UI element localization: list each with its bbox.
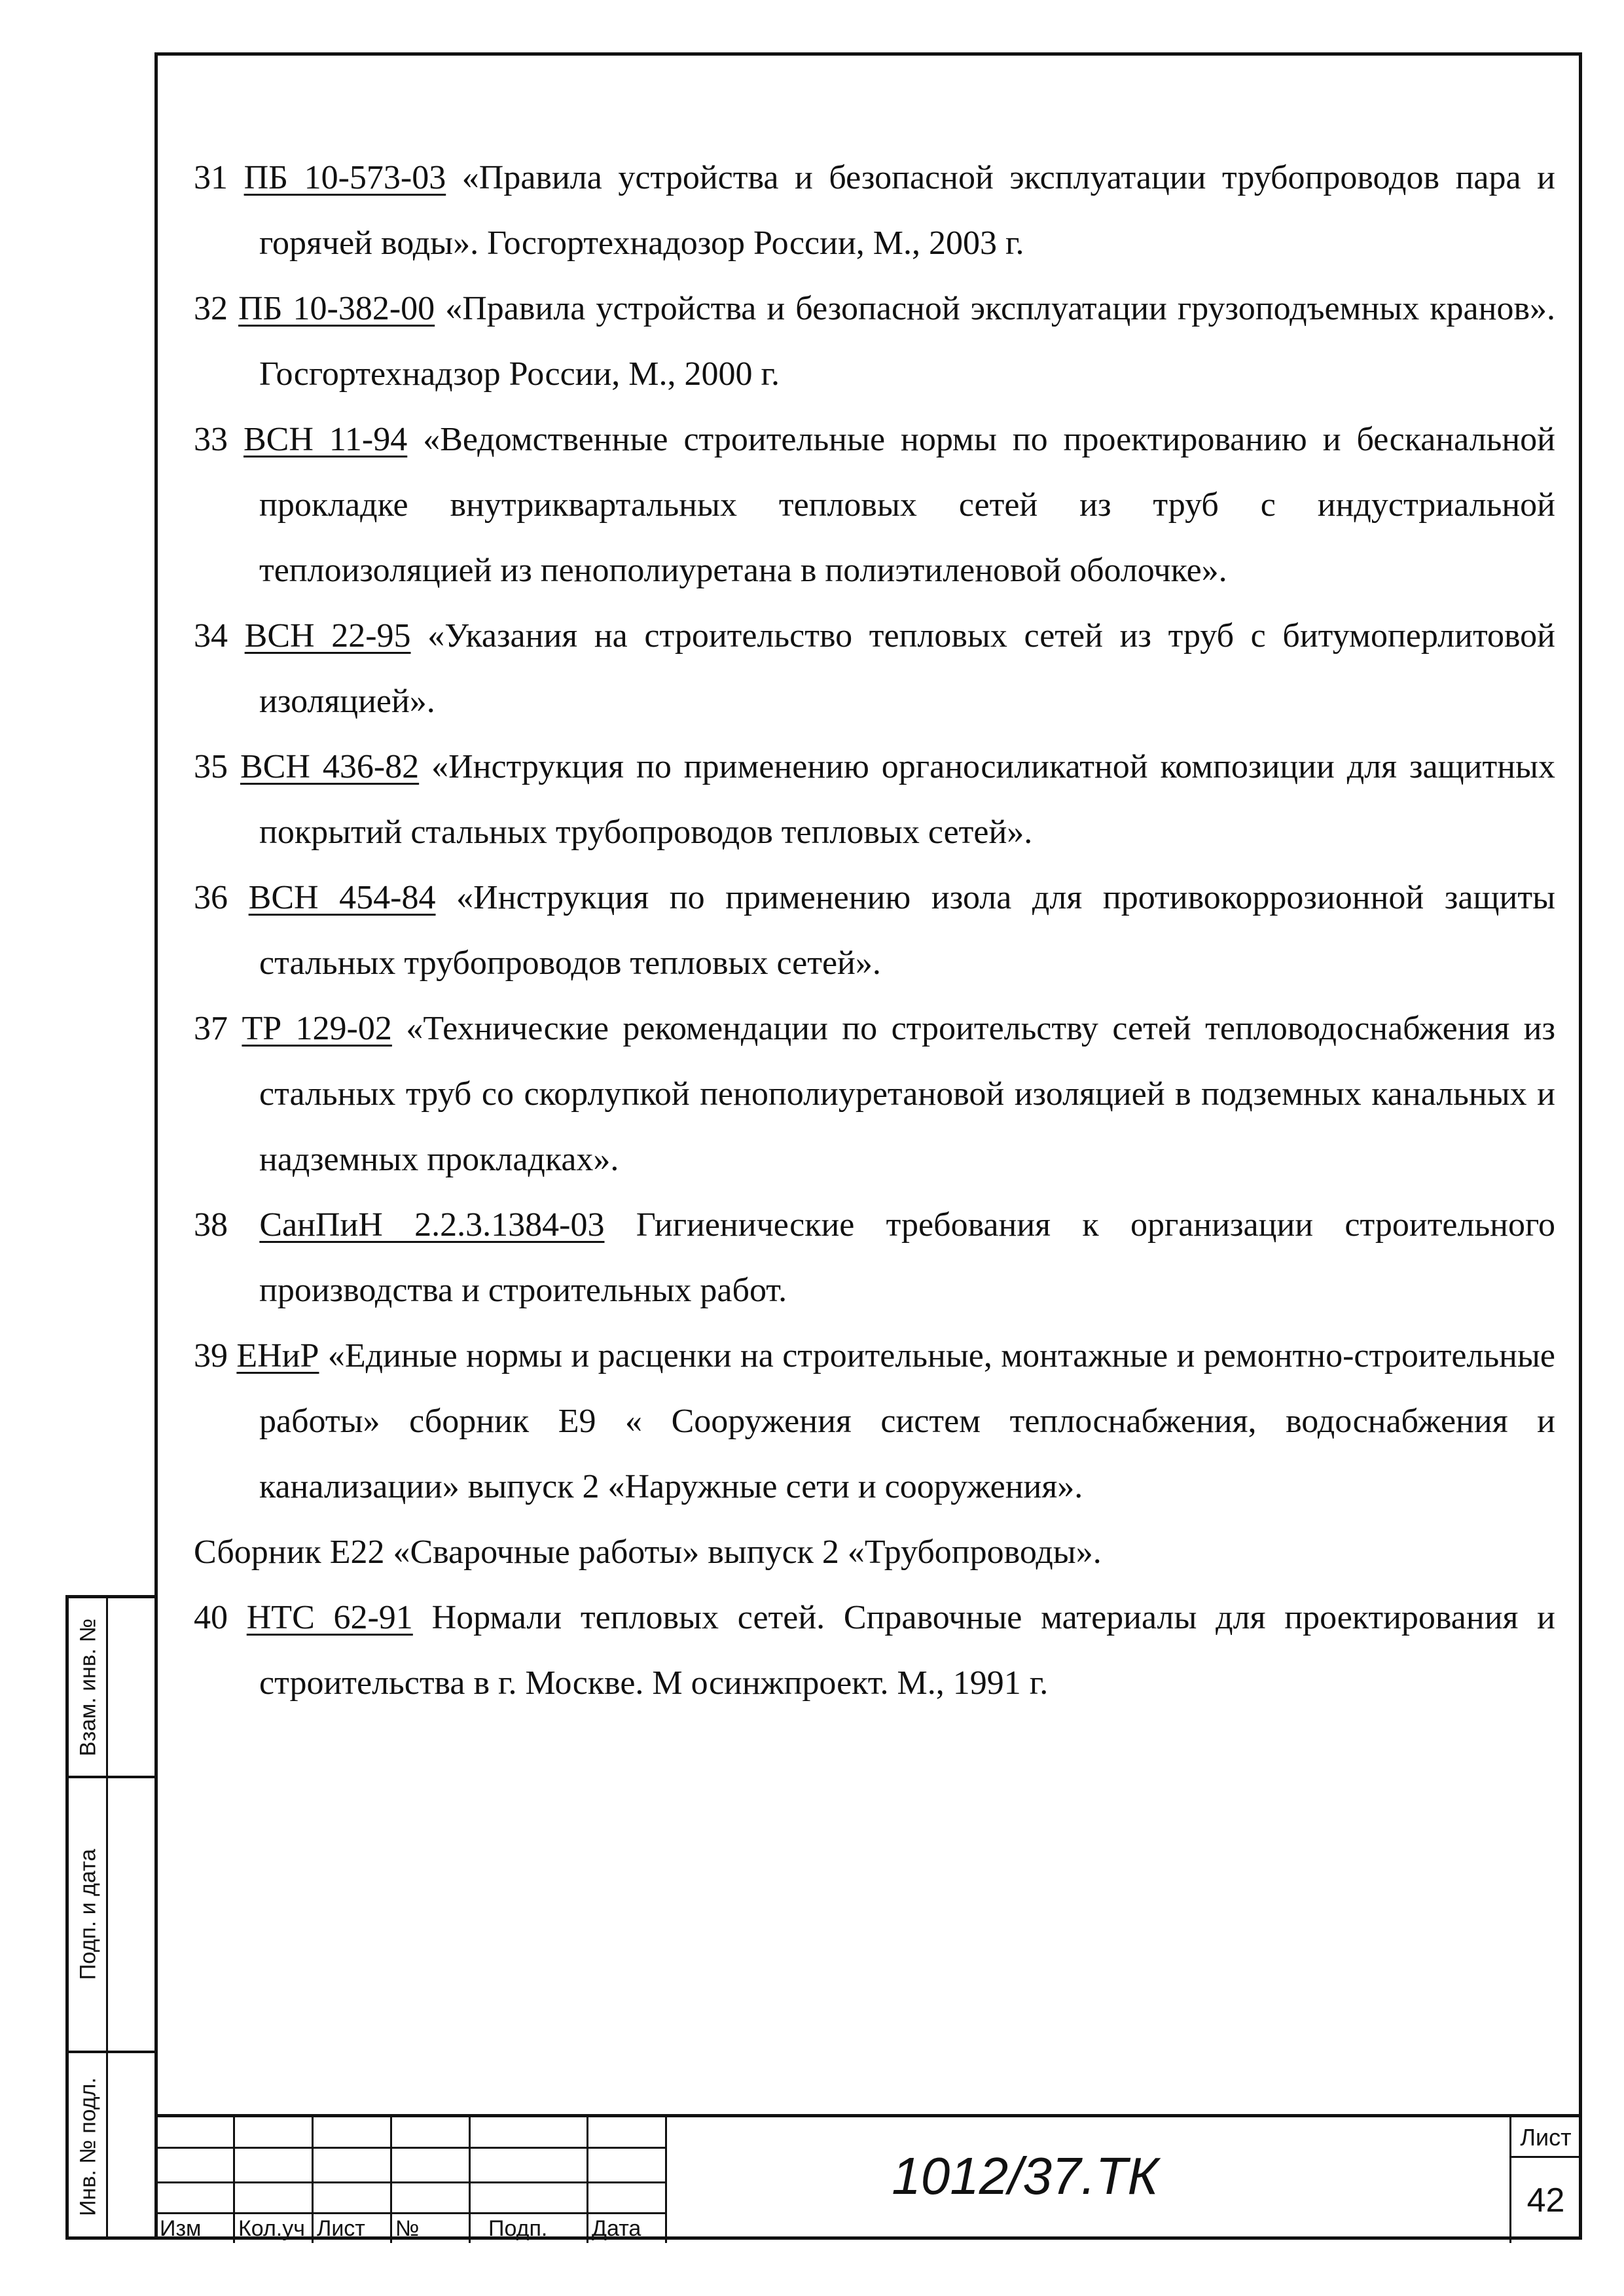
- entry-number: 34: [194, 617, 228, 655]
- stamp-header-date: Дата: [592, 2216, 641, 2241]
- title-block: [154, 2114, 1582, 2240]
- list-item: [194, 603, 1555, 734]
- side-cell-inv-orig: [69, 2053, 154, 2240]
- entry-reference-link[interactable]: ЕНиР: [236, 1337, 319, 1374]
- entry-text: «Указания на строительство тепловых сетей из труб с битумоперлитовой изоляцией».: [259, 617, 1556, 720]
- entry-text: «Ведомственные строительные нормы по проектированию и бесканальной прокладке внутриквартальных тепловых сетей из труб с индустриальной теплоизоляцией из пенополиуретана в полиэтиленовой оболочке».: [259, 421, 1555, 589]
- entry-reference-link[interactable]: ПБ 10-573-03: [244, 159, 446, 196]
- sheet-number: 42: [1526, 2181, 1565, 2219]
- stamp-header-sheet: Лист: [317, 2216, 365, 2241]
- entry-reference-link[interactable]: СанПиН 2.2.3.1384-03: [259, 1206, 605, 1244]
- entry-number: 35: [194, 748, 228, 785]
- list-item: [194, 1323, 1555, 1520]
- list-item: [194, 276, 1555, 407]
- entry-reference-link[interactable]: ПБ 10-382-00: [238, 290, 435, 327]
- entry-number: 39: [194, 1337, 228, 1374]
- stamp-header-count: Кол.уч: [238, 2216, 305, 2241]
- entry-text: «Инструкция по применению изола для противокоррозионной защиты стальных трубопроводов тепловых сетей».: [259, 879, 1556, 982]
- stamp-row-divider: [154, 2147, 666, 2149]
- stamp-header-change: Изм: [160, 2216, 202, 2241]
- entry-text: «Правила устройства и безопасной эксплуатации грузоподъемных кранов». Госгортехнадзор России, М., 2000 г.: [259, 290, 1556, 393]
- reference-list: [194, 145, 1555, 1716]
- entry-number: 38: [194, 1206, 228, 1244]
- entry-number: 37: [194, 1010, 228, 1047]
- side-label-inv-orig: Инв. № подл.: [75, 2077, 101, 2216]
- side-cell-replace-inv: [69, 1598, 154, 1778]
- entry-reference-link[interactable]: ВСН 454-84: [248, 879, 436, 916]
- entry-number: 32: [194, 290, 228, 327]
- entry-reference-link[interactable]: НТС 62-91: [246, 1599, 413, 1636]
- entry-reference-link[interactable]: ВСН 22-95: [244, 617, 411, 655]
- entry-reference-link[interactable]: ВСН 436-82: [240, 748, 420, 785]
- entry-text: «Инструкция по применению органосиликатной композиции для защитных покрытий стальных трубопроводов тепловых сетей».: [259, 748, 1555, 851]
- list-item: [194, 1193, 1555, 1323]
- sheet-label: Лист: [1520, 2124, 1572, 2151]
- stamp-row-divider: [154, 2181, 666, 2183]
- entry-text: «Единые нормы и расценки на строительные, монтажные и ремонтно-строительные работы» сборник Е9 « Сооружения систем теплоснабжения, водоснабжения и канализации» выпуск 2 «Наружные сети и сооружения».: [259, 1337, 1556, 1505]
- entry-number: 40: [194, 1599, 228, 1636]
- entry-number: 31: [194, 159, 228, 196]
- entry-number: 33: [194, 421, 228, 458]
- entry-text: Нормали тепловых сетей. Справочные материалы для проектирования и строительства в г. Москве. М осинжпроект. М., 1991 г.: [259, 1599, 1556, 1702]
- side-cell-sign-date: [69, 1778, 154, 2053]
- entry-number: 36: [194, 879, 228, 916]
- list-item: [194, 734, 1555, 865]
- entry-text: «Правила устройства и безопасной эксплуатации трубопроводов пара и горячей воды». Госгортехнадозор России, М., 2003 г.: [259, 159, 1555, 262]
- entry-reference-link[interactable]: ВСН 11-94: [243, 421, 408, 458]
- list-item: [194, 145, 1555, 276]
- entry-text: Гигиенические требования к организации строительного производства и строительных работ.: [259, 1206, 1556, 1309]
- stamp-header-number: №: [395, 2216, 420, 2241]
- note-line: Сборник Е22 «Сварочные работы» выпуск 2 «Трубопроводы».: [194, 1534, 1102, 1571]
- side-label-sign-date: Подп. и дата: [75, 1848, 101, 1981]
- entry-text: «Технические рекомендации по строительству сетей тепловодоснабжения из стальных труб со скорлупкой пенополиуретановой изоляцией в подземных канальных и надземных прокладках».: [259, 1010, 1556, 1178]
- list-item: [194, 1585, 1555, 1716]
- list-item: [194, 407, 1555, 603]
- document-code: 1012/37.ТК: [892, 2147, 1159, 2205]
- stamp-header-signature: Подп.: [488, 2216, 548, 2241]
- list-item: [194, 865, 1555, 996]
- side-stamp: [65, 1595, 154, 2240]
- entry-reference-link[interactable]: ТР 129-02: [242, 1010, 392, 1047]
- side-label-replace-inv: Взам. инв. №: [75, 1618, 101, 1756]
- list-item: [194, 996, 1555, 1193]
